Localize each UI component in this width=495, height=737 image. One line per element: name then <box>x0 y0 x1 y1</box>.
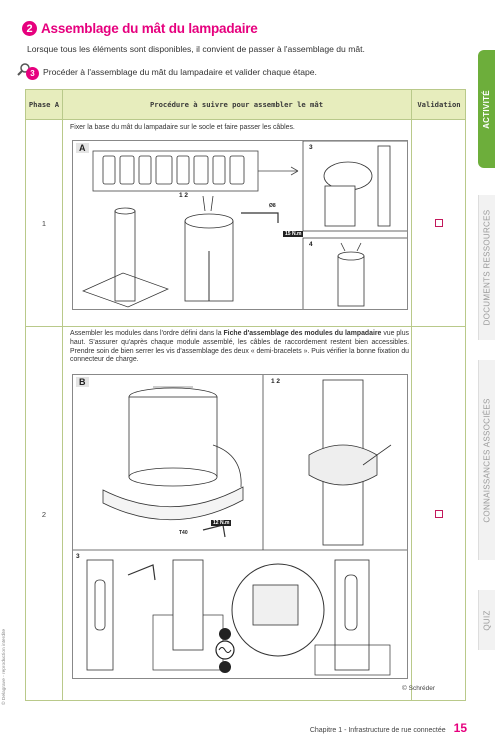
figure-a-step-4: 4 <box>309 241 313 248</box>
figure-a-step-3: 3 <box>309 144 313 151</box>
copyright-notice: © Delagrave - reproduction interdite <box>2 628 7 705</box>
page-number: 15 <box>453 721 467 735</box>
step-number-badge: 3 <box>26 67 39 80</box>
procedure-text-1: Fixer la base du mât du lampadaire sur le socle et faire passer les câbles. <box>70 124 295 131</box>
header-phase: Phase A <box>28 100 60 110</box>
validation-checkbox-2[interactable] <box>435 510 443 518</box>
phase-number-2: 2 <box>41 510 47 519</box>
figure-a-letter: A <box>76 143 89 153</box>
side-tab-activite[interactable]: ACTIVITÉ <box>478 50 495 168</box>
phase-number-1: 1 <box>41 219 47 228</box>
figure-a-drawing <box>73 141 408 310</box>
figure-b-letter: B <box>76 377 89 387</box>
header-procedure: Procédure à suivre pour assembler le mât <box>149 100 324 110</box>
step-instruction <box>17 63 317 81</box>
page-footer <box>310 721 467 735</box>
figure-b-drawing <box>73 375 408 679</box>
figure-a-torque-label: 15 N.m <box>285 231 302 237</box>
side-tab-documents-ressources[interactable]: DOCUMENTS RESSOURCES <box>478 195 495 340</box>
procedure-text-2: Assembler les modules dans l'ordre défini dans la Fiche d'assemblage des modules du lampadaire vue plus haut. S'assurer qu'après chaque module assemblé, les câbles de raccordement restent bien accessibles. Prendre soin de bien serrer les vis d'assemblage des deux « demi-bracelets ». Puis vérifier la bonne fixation du connecteur de charge. <box>70 330 409 364</box>
section-intro: Lorsque tous les éléments sont disponibles, il convient de passer à l'assemblage du mât. <box>27 44 365 54</box>
footer-chapter: Chapitre 1 - Infrastructure de rue connectée <box>309 727 446 734</box>
section-title: Assemblage du mât du lampadaire <box>41 21 258 36</box>
figure-b-bit-label: T40 <box>179 530 188 536</box>
figure-a <box>72 140 408 310</box>
assembly-table <box>25 89 466 701</box>
figure-b <box>72 374 408 679</box>
side-tab-connaissances-associees[interactable]: CONNAISSANCES ASSOCIÉES <box>478 360 495 560</box>
figure-a-size-label: Ø8 <box>269 203 276 209</box>
figure-b-step-1-2: 1 2 <box>271 378 281 385</box>
section-number-badge: 2 <box>22 21 37 36</box>
step-text: Procéder à l'assemblage du mât du lampadaire et valider chaque étape. <box>43 67 317 77</box>
image-credit: © Schréder <box>402 685 435 692</box>
header-validation: Validation <box>417 100 461 110</box>
section-heading <box>22 21 258 36</box>
figure-b-torque-label: 12 N.m <box>213 520 230 526</box>
validation-checkbox-1[interactable] <box>435 219 443 227</box>
magnifier-icon <box>17 63 37 81</box>
side-tab-quiz[interactable]: QUIZ <box>478 590 495 650</box>
figure-b-step-3: 3 <box>76 553 80 560</box>
figure-a-step-1-2: 1 2 <box>179 192 189 199</box>
